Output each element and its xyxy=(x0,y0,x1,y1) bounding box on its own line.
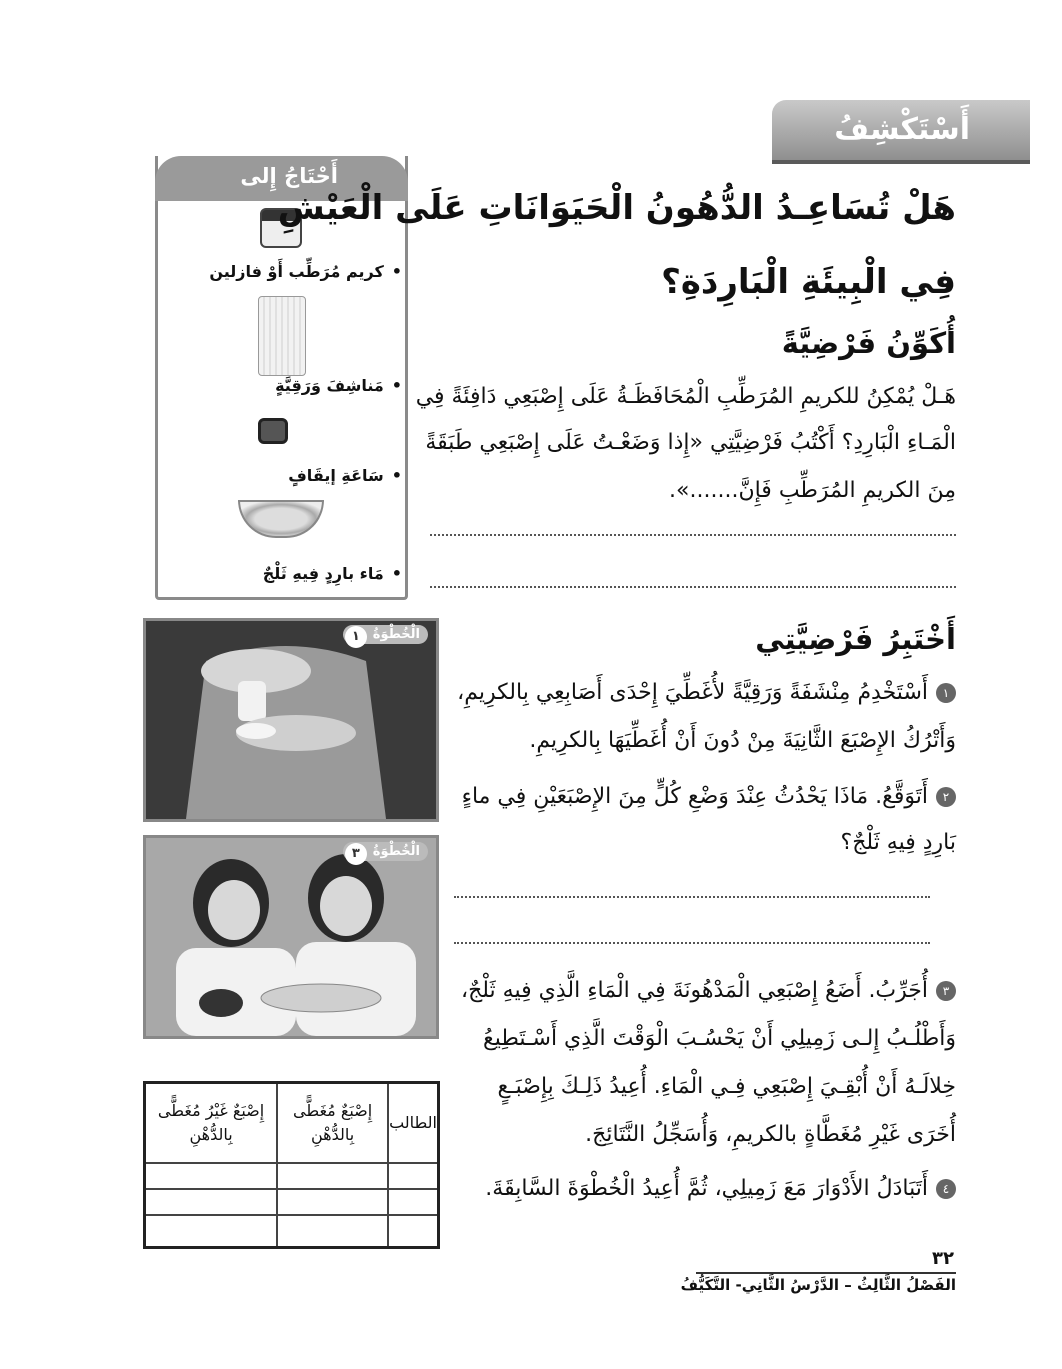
test-heading: أَخْتَبِرُ فَرْضِيَّتِي xyxy=(755,622,956,656)
step-4-text: ٤أَتَبَادَلُ الأَدْوَارَ مَعَ زَمِيلِي، ثُمَّ أُعِيدُ الْخُطْوَةَ السَّابِقَةَ. xyxy=(485,1176,956,1201)
footer-divider xyxy=(696,1272,956,1274)
table-header: الطالب xyxy=(388,1083,438,1163)
step-badge: ١ الْخُطْوَةُ xyxy=(343,625,428,644)
hypothesis-text: مِنَ الكريمِ المُرَطِّبِ فَإِنَّ.......». xyxy=(669,478,956,503)
material-item: •كريم مُرَطِّب أَوْ فازلين xyxy=(209,262,402,281)
table-cell[interactable] xyxy=(145,1189,278,1215)
table-row xyxy=(145,1215,439,1248)
answer-line[interactable] xyxy=(454,942,930,944)
step-2-text: ٢أَتَوَقَّعُ. مَاذَا يَحْدُثُ عِنْدَ وَضْعِ كُلٍّ مِنَ الإِصْبَعَيْنِ فِي ماءٍ xyxy=(462,784,956,809)
chapter-footer: الفَصْلُ الثَّالِثُ – الدَّرْسُ الثَّانِي- التَّكَيُّفُ xyxy=(680,1276,956,1294)
step-1-photo xyxy=(143,618,439,822)
lesson-question-title: هَلْ تُسَاعِـدُ الدُّهُونُ الْحَيَوَانَاتِ عَلَى الْعَيْشِ xyxy=(277,188,956,228)
step-2-text: بَارِدٍ فِيهِ ثَلْجٌ؟ xyxy=(840,830,956,855)
step-3-text: وَأَطْلُـبُ إِلـى زَمِيلِي أَنْ يَحْسُـبَ الْوَقْتَ الَّذِي أَسْـتَطِيعُ xyxy=(483,1026,956,1051)
hypothesis-text: الْمَـاءِ الْبَارِدِ؟ أَكْتُبُ فَرْضِيَّتِي «إِذا وَضَعْـتُ عَلَى إِصْبَعِي طَبَقَةً xyxy=(425,430,956,455)
answer-line[interactable] xyxy=(430,534,956,536)
step-3-text: ٣أُجَرِّبُ. أَضَعُ إِصْبَعِي الْمَدْهُونَةَ فِي الْمَاءِ الَّذِي فِيهِ ثَلْجٌ، xyxy=(461,978,956,1003)
material-item: •مَناشِفَ وَرَقِيَّةٍ xyxy=(275,376,402,395)
step-1-photo-illustration xyxy=(146,621,436,819)
table-cell[interactable] xyxy=(388,1189,438,1215)
step-1-text: ١أَسْتَخْدِمُ مِنْشَفَةً وَرَقِيَّةً لأُغَطِّيَ إِحْدَى أَصَابِعِي بِالكرِيمِ، xyxy=(457,680,956,705)
table-cell[interactable] xyxy=(145,1215,278,1248)
answer-line[interactable] xyxy=(454,896,930,898)
step-3-text: أُخَرَى غَيْرِ مُغَطَّاةٍ بالكريمِ، وَأُسَجِّلُ النَّتَائِجَ. xyxy=(585,1122,956,1147)
step-number-badge: ٤ xyxy=(936,1179,956,1199)
table-header: إِصْبَعٌ غَيْرُ مُغَطًّى بِالدُّهْنِ xyxy=(145,1083,278,1163)
explore-tab xyxy=(772,100,1030,160)
step-3-photo-illustration xyxy=(146,838,436,1036)
table-cell[interactable] xyxy=(277,1163,388,1189)
step-number-badge: ٣ xyxy=(936,981,956,1001)
table-row xyxy=(145,1163,439,1189)
step-number-badge: ١ xyxy=(936,683,956,703)
step-3-photo xyxy=(143,835,439,1039)
stopwatch-icon xyxy=(258,418,288,444)
paper-towel-icon xyxy=(258,296,306,376)
page-number: ٣٢ xyxy=(932,1248,954,1269)
table-cell[interactable] xyxy=(277,1189,388,1215)
table-row xyxy=(145,1189,439,1215)
material-item: •سَاعَةِ إيقَافٍ xyxy=(288,466,402,485)
step-3-text: خِلالَـهُ أَنْ أُبْقِـيَ إِصْبَعِي فِـي الْمَاءِ. أُعِيدُ ذَلِـكَ بِإِصْبَـعٍ xyxy=(497,1074,956,1099)
material-item: •مَاء بارِدٍ فِيهِ ثَلْجٌ xyxy=(262,564,402,583)
hypothesis-heading: أُكَوِّنُ فَرْضِيَّةً xyxy=(781,326,956,360)
step-number-badge: ٢ xyxy=(936,787,956,807)
results-table xyxy=(143,1081,440,1249)
table-cell[interactable] xyxy=(145,1163,278,1189)
table-cell[interactable] xyxy=(277,1215,388,1248)
hypothesis-text: هَـلْ يُمْكِنُ للكريمِ المُرَطِّبِ الْمُحَافَظَـةُ عَلَى إِصْبَعِي دَافِئَةً فِي xyxy=(415,384,956,409)
step-1-text: وَأَتْرُكُ الإِصْبَعَ الثَّانِيَةَ مِنْ دُونَ أَنْ أُغَطِّيَهَا بِالكرِيمِ. xyxy=(529,728,956,753)
lesson-question-title-line2: فِي الْبِيئَةِ الْبَارِدَةِ؟ xyxy=(661,262,956,302)
table-cell[interactable] xyxy=(388,1215,438,1248)
table-header: إِصْبَعٌ مُغَطًّى بِالدُّهْنِ xyxy=(277,1083,388,1163)
step-badge: ٣ الْخُطْوَةُ xyxy=(343,842,428,861)
explore-label: أَسْتَكْشِفُ xyxy=(834,112,970,147)
table-cell[interactable] xyxy=(388,1163,438,1189)
materials-header-label: أَحْتَاجُ إِلى xyxy=(240,164,338,188)
answer-line[interactable] xyxy=(430,586,956,588)
